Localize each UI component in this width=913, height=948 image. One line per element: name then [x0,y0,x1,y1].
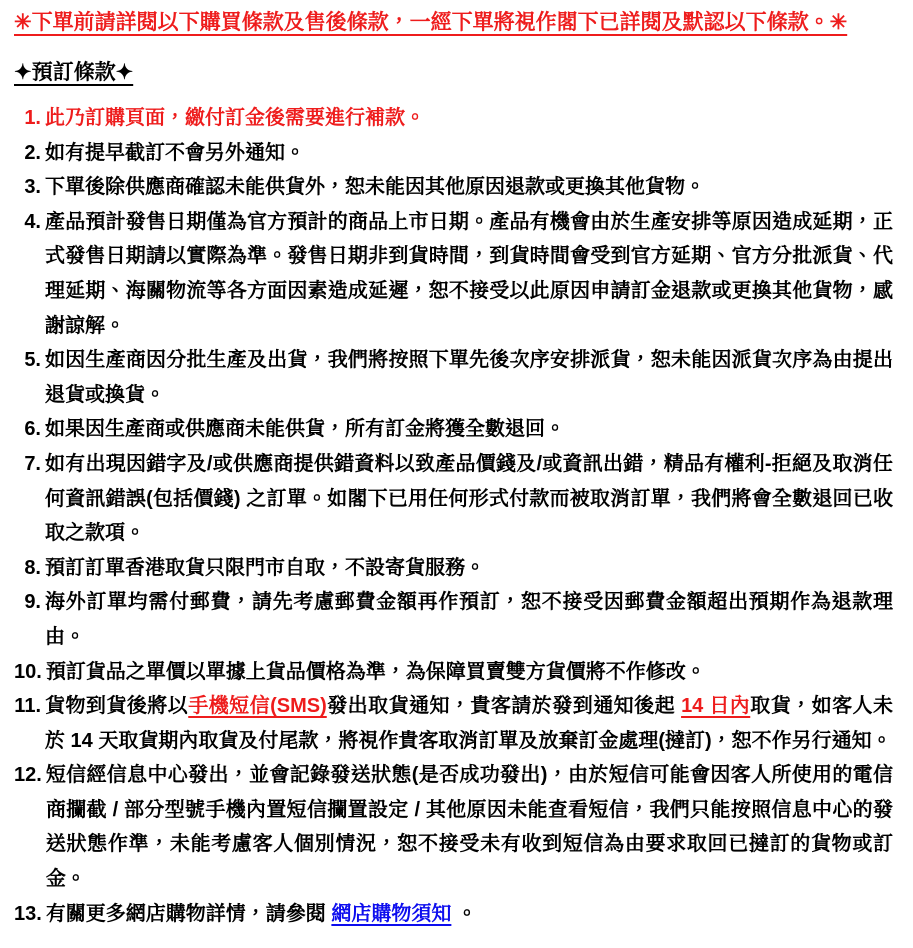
term-text-segment: 此乃訂購頁面，繳付訂金後需要進行補款。 [45,107,425,129]
term-text [46,758,913,896]
term-number: 4. [24,210,41,233]
purchase-terms-warning [14,8,913,37]
term-number: 3. [24,176,41,199]
term-item [14,205,913,343]
term-item [14,585,913,654]
term-text-segment: 貨物到貨後將以 [45,695,189,718]
term-text-segment: 預訂訂單香港取貨只限門市自取，不設寄貨服務。 [45,556,485,579]
term-text [45,343,913,412]
term-text-segment: 如有出現因錯字及/或供應商提供錯資料以致產品價錢及/或資訊出錯，精品有權利-拒絕及取消任何資訊錯誤(包括價錢) 之訂單。如閣下已用任何形式付款而被取消訂單，我們將會全數退回已收取之款項。 [45,452,893,545]
term-text [46,897,913,932]
term-number: 12. [14,764,42,787]
term-item [14,343,913,412]
term-item [14,655,913,690]
term-number: 8. [24,556,41,579]
term-text [45,585,913,654]
shop-notice-link[interactable]: 網店購物須知 [331,902,452,925]
term-number: 7. [24,452,41,475]
term-item [14,689,913,758]
term-item [14,170,913,205]
term-text [45,136,913,171]
term-number: 1. [24,107,41,129]
term-text-segment: 下單後除供應商確認未能供貨外，恕未能因其他原因退款或更換其他貨物。 [45,176,705,199]
preorder-terms-heading: ✦預訂條款✦ [14,61,134,84]
term-item [14,101,913,136]
term-number: 9. [24,591,41,614]
term-item [14,136,913,171]
term-text-segment: 。 [451,902,477,925]
term-text [45,170,913,205]
term-text-segment: 手機短信(SMS) [188,695,327,718]
term-text-segment: 預訂貨品之單價以單據上貨品價格為準，為保障買賣雙方貨價將不作修改。 [45,660,706,683]
term-item [14,897,913,932]
term-text-segment: 如果因生產商或供應商未能供貨，所有訂金將獲全數退回。 [45,418,565,441]
term-text [45,412,913,447]
term-text-segment: 海外訂單均需付郵費，請先考慮郵費金額再作預訂，恕不接受因郵費金額超出預期作為退款理由。 [45,591,893,648]
term-item [14,551,913,586]
term-number: 6. [24,418,41,441]
term-text-segment: 短信經信息中心發出，並會記錄發送狀態(是否成功發出)，由於短信可能會因客人所使用的電信商攔截 / 部分型號手機內置短信攔置設定 / 其他原因未能查看短信，我們只能按照信息中心的發送狀態作準，未能考慮客人個別情況，恕不接受未有收到短信為由要求取回已撻訂的貨物或訂金。 [45,764,893,891]
term-text-segment: 如有提早截訂不會另外通知。 [45,141,305,164]
term-text [45,551,913,586]
term-item [14,758,913,896]
term-text [46,655,913,690]
term-number: 5. [24,349,41,372]
term-number: 2. [24,141,41,164]
term-item [14,447,913,551]
term-number: 11. [14,695,41,718]
term-text [45,447,913,551]
term-item [14,412,913,447]
term-text-segment: 發出取貨通知，貴客請於發到通知後起 [326,695,682,718]
term-text [45,205,913,343]
term-text-segment: 14 日內 [681,695,751,718]
term-number: 13. [14,902,42,925]
term-text [45,101,913,136]
term-text-segment: 取貨，如客人未於 14 天取貨期內取貨及付尾款，將視作貴客取消訂單及放棄訂金處理(撻訂)，恕不作另行通知。 [45,695,894,752]
purchase-terms-warning-text: ✳下單前請詳閱以下購買條款及售後條款，一經下單將視作閣下已詳閱及默認以下條款。✳ [14,11,848,34]
term-text-segment: 有關更多網店購物詳情，請參閱 [45,902,332,925]
term-text-segment: 產品預計發售日期僅為官方預計的商品上市日期。產品有機會由於生產安排等原因造成延期，正式發售日期請以實際為準。發售日期非到貨時間，到貨時間會受到官方延期、官方分批派貨、代理延期、海關物流等各方面因素造成延遲，恕不接受以此原因申請訂金退款或更換其他貨物，感謝諒解。 [45,210,893,337]
term-number: 10. [14,660,42,683]
term-text [45,689,913,758]
term-text-segment: 如因生產商因分批生產及出貨，我們將按照下單先後次序安排派貨，恕未能因派貨次序為由提出退貨或換貨。 [45,349,893,406]
terms-list [14,101,913,931]
